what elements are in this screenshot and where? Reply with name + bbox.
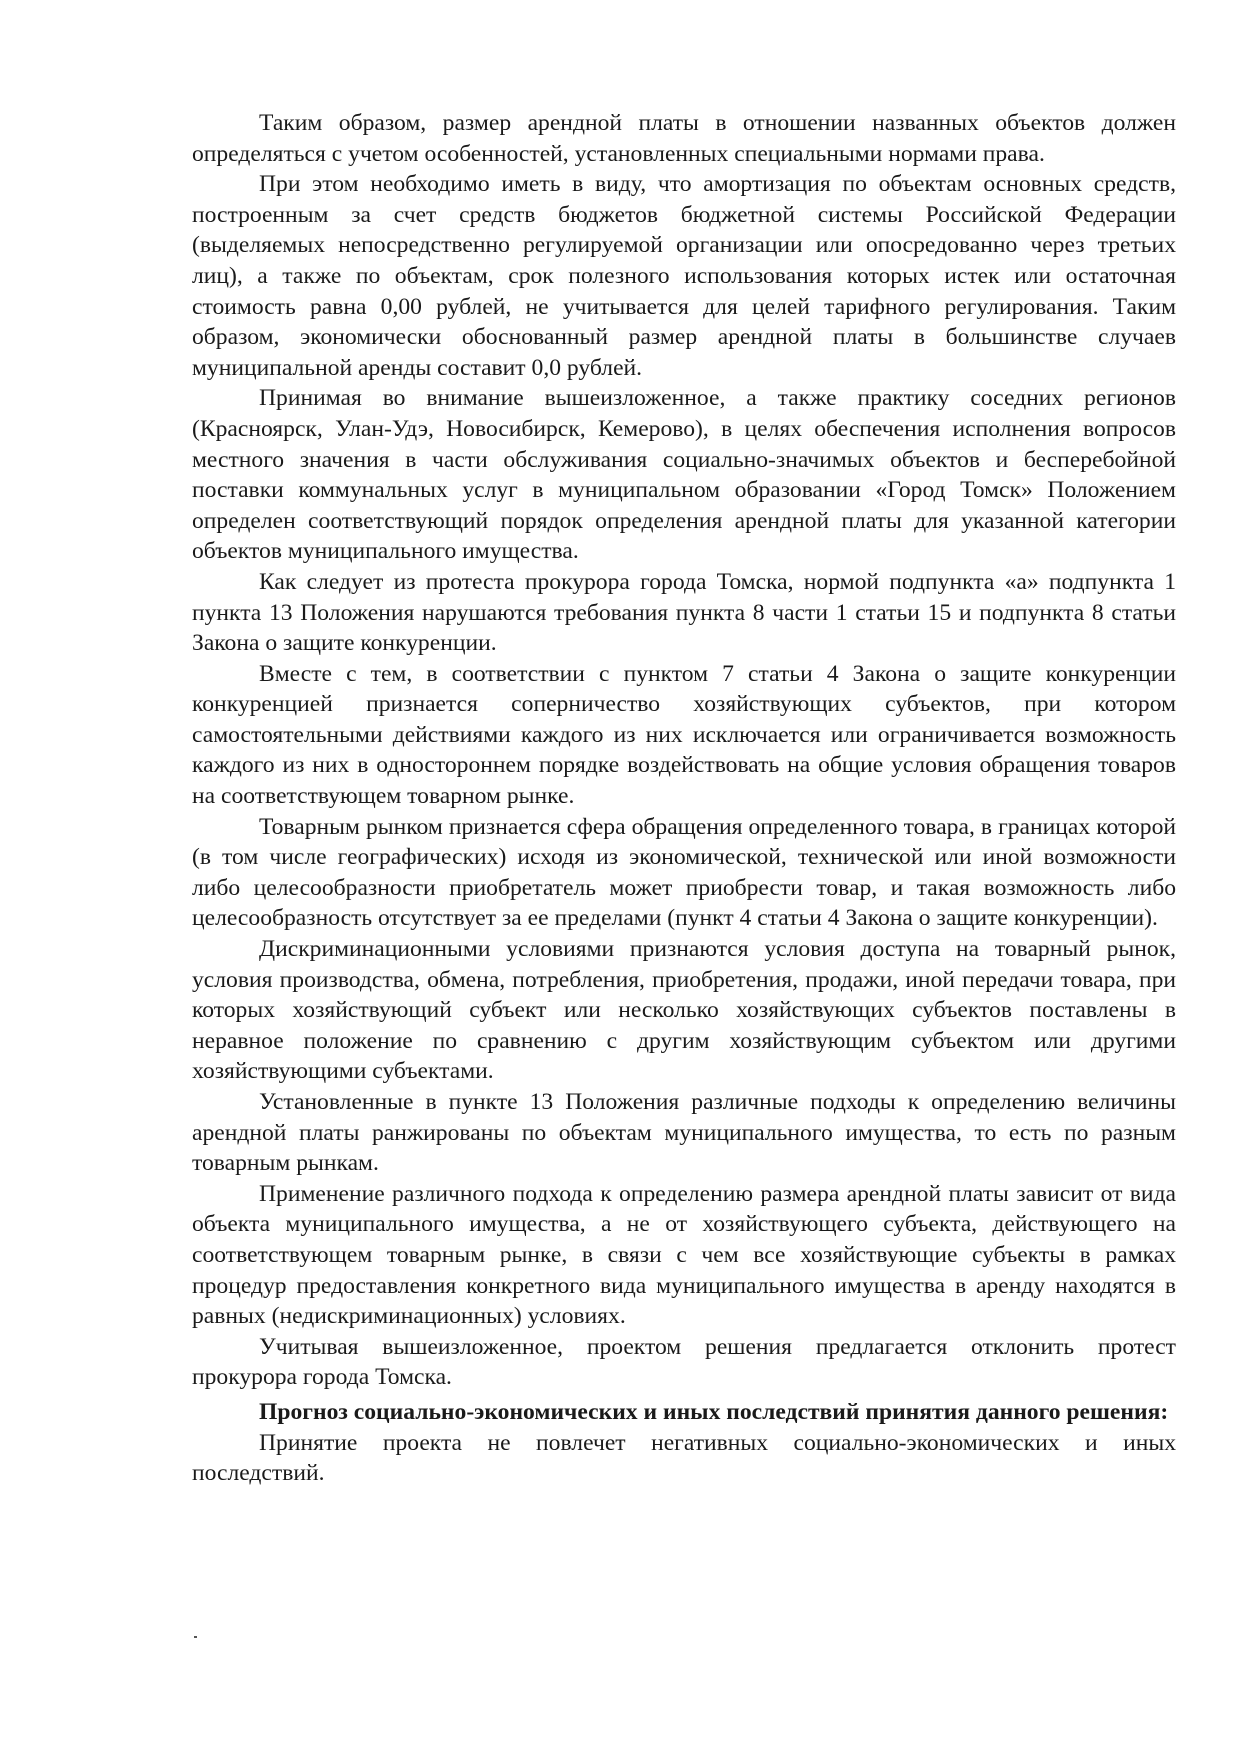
paragraph: Как следует из протеста прокурора города Томска, нормой подпункта «а» подпункта 1 пункта 13 Положения нарушаются требования пункта 8 части 1 статьи 15 и подпункта 8 статьи Закона о защите конкуренции. [192, 568, 1176, 657]
paragraph: Установленные в пункте 13 Положения различные подходы к определению величины арендной платы ранжированы по объектам муниципального имущества, то есть по разным товарным рынкам. [192, 1089, 1176, 1177]
paragraph: Вместе с тем, в соответствии с пунктом 7 статьи 4 Закона о защите конкуренции конкуренцией признается соперничество хозяйствующих субъектов, при котором самостоятельными действиями каждого из них исключается или ограничивается возможность каждого из них в одностороннем порядке воздействовать на общие условия обращения товаров на соответствующем товарном рынке. [192, 660, 1176, 810]
paragraph: Принимая во внимание вышеизложенное, а также практику соседних регионов (Красноярск, Улан-Удэ, Новосибирск, Кемерово), в целях обеспечения исполнения вопросов местного значения в части обслуживания социально-значимых объектов и бесперебойной поставки коммунальных услуг в муниципальном образовании «Город Томск» Положением определен соответствующий порядок определения арендной платы для указанной категории объектов муниципального имущества. [192, 385, 1176, 565]
section-heading: Прогноз социально-экономических и иных последствий принятия данного решения: [259, 1398, 1169, 1425]
paragraph: Таким образом, размер арендной платы в отношении названных объектов должен определяться с учетом особенностей, установленных специальными нормами права. [192, 110, 1176, 167]
document-body [192, 108, 1176, 1489]
scan-mark [194, 1636, 197, 1638]
paragraph: Учитывая вышеизложенное, проектом решения предлагается отклонить протест прокурора города Томска. [192, 1333, 1176, 1391]
paragraph: При этом необходимо иметь в виду, что амортизация по объектам основных средств, построенным за счет средств бюджетов бюджетной системы Российской Федерации (выделяемых непосредственно регулируемой организации или опосредованно через третьих лиц), а также по объектам, срок полезного использования которых истек или остаточная стоимость равна 0,00 рублей, не учитывается для целей тарифного регулирования. Таким образом, экономически обоснованный размер арендной платы в большинстве случаев муниципальной аренды составит 0,0 рублей. [192, 171, 1176, 381]
paragraph: Товарным рынком признается сфера обращения определенного товара, в границах которой (в том числе географических) исходя из экономической, технической или иной возможности либо целесообразности приобретатель может приобрести товар, и такая возможность либо целесообразность отсутствует за ее пределами (пункт 4 статьи 4 Закона о защите конкуренции). [192, 813, 1176, 932]
paragraph: Дискриминационными условиями признаются условия доступа на товарный рынок, условия производства, обмена, потребления, приобретения, продажи, иной передачи товара, при которых хозяйствующий субъект или несколько хозяйствующих субъектов поставлены в неравное положение по сравнению с другим хозяйствующим субъектом или другими хозяйствующими субъектами. [192, 936, 1176, 1085]
conclusion-paragraph: Принятие проекта не повлечет негативных социально-экономических и иных последствий. [192, 1429, 1176, 1487]
paragraph: Применение различного подхода к определению размера арендной платы зависит от вида объекта муниципального имущества, а не от хозяйствующего субъекта, действующего на соответствующем товарным рынке, в связи с чем все хозяйствующие субъекты в рамках процедур предоставления конкретного вида муниципального имущества в аренду находятся в равных (недискриминационных) условиях. [192, 1180, 1176, 1330]
